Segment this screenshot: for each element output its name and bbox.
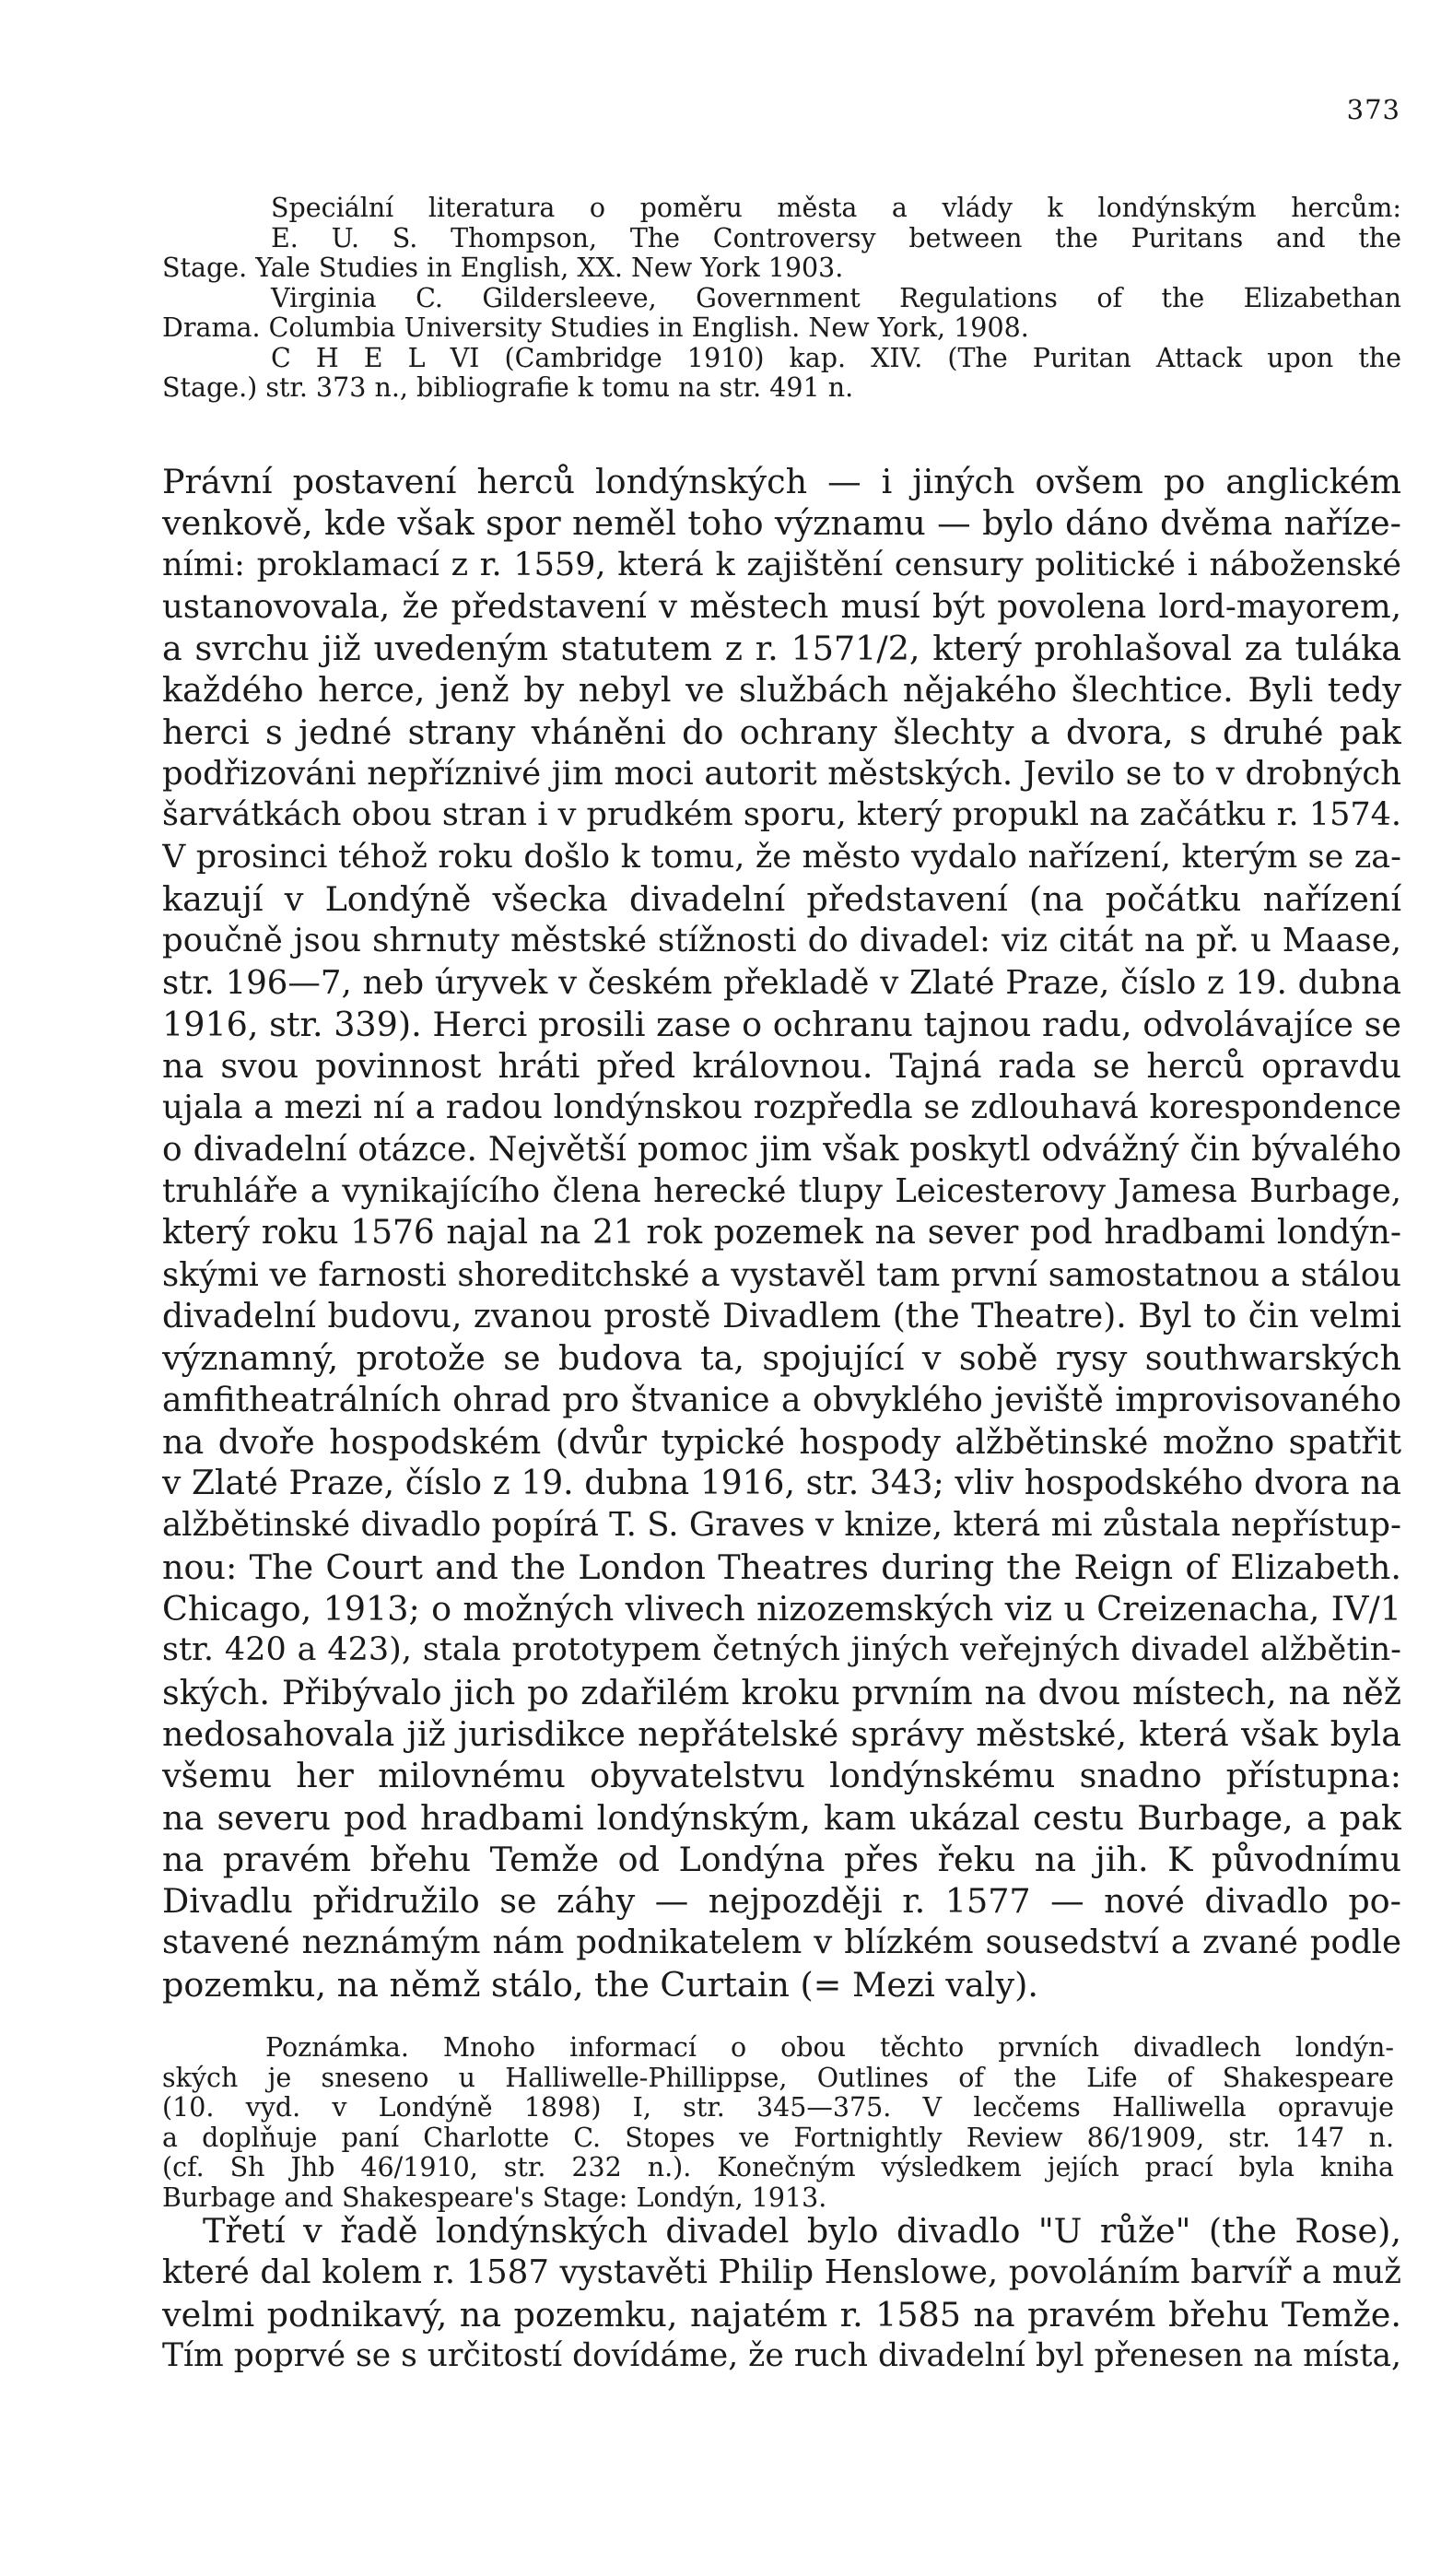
paragraph-line: amfitheatrálních ohrad pro štvanice a obvyklého jeviště improvisovaného xyxy=(162,1381,1401,1419)
paragraph-line: které dal kolem r. 1587 vystavěti Philip Henslowe, povoláním barvíř a muž xyxy=(162,2253,1401,2292)
paragraph-line: poučně jsou shrnuty městské stížnosti do divadel: viz citát na př. u Maase, xyxy=(162,922,1401,960)
paragraph-line: V prosinci téhož roku došlo k tomu, že město vydalo nařízení, kterým se za- xyxy=(162,838,1401,876)
note-line: a doplňuje paní Charlotte C. Stopes ve Fortnightly Review 86/1909, str. 147 n. xyxy=(162,2123,1394,2153)
bibliography-line: Speciální literatura o poměru města a vlády k londýnským hercům: xyxy=(271,194,1401,223)
paragraph-line: ustanovovala, že představení v městech musí být povolena lord-mayorem, xyxy=(162,587,1401,626)
paragraph-line: Divadlu přidružilo se záhy — nejpozději r. 1577 — nové divadlo po- xyxy=(162,1881,1401,1922)
paragraph-line: Právní postavení herců londýnských — i jiných ovšem po anglickém xyxy=(162,462,1401,501)
paragraph-line: na svou povinnost hráti před královnou. Tajná rada se herců opravdu xyxy=(162,1046,1401,1087)
paragraph-line: ními: proklamací z r. 1559, která k zajištění censury politické i náboženské xyxy=(162,546,1401,583)
paragraph-line: herci s jedné strany vháněni do ochrany šlechty a dvora, s druhé pak xyxy=(162,712,1401,752)
page-number: 373 xyxy=(1346,94,1400,125)
main-paragraph xyxy=(162,461,1401,2006)
paragraph-line: každého herce, jenž by nebyl ve službách nějakého šlechtice. Byli tedy xyxy=(162,670,1401,711)
paragraph-line: Chicago, 1913; o možných vlivech nizozemských viz u Creizenacha, IV/1 xyxy=(162,1589,1401,1629)
bibliography-block xyxy=(162,194,1401,404)
paragraph-line: str. 420 a 423), stala prototypem četných jiných veřejných divadel alžbětin- xyxy=(162,1631,1401,1669)
paragraph-line: pozemku, na němž stálo, the Curtain (= Mezi valy). xyxy=(162,1964,1038,2005)
paragraph-line: str. 196—7, neb úryvek v českém překladě v Zlaté Praze, číslo z 19. dubna xyxy=(162,963,1401,1002)
bibliography-line: Stage. Yale Studies in English, XX. New York 1903. xyxy=(162,253,844,283)
paragraph-line: o divadelní otázce. Největší pomoc jim však poskytl odvážný čin bývalého xyxy=(162,1130,1401,1169)
paragraph-line: Třetí v řadě londýnských divadel bylo divadlo "U růže" (the Rose), xyxy=(203,2211,1401,2251)
note-line: (10. vyd. v Londýně 1898) I, str. 345—375. V lecčems Halliwella opravuje xyxy=(162,2093,1394,2123)
paragraph-line: který roku 1576 najal na 21 rok pozemek na sever pod hradbami londýn- xyxy=(162,1214,1401,1253)
paragraph-line: Tím poprvé se s určitostí dovídáme, že ruch divadelní byl přenesen na místa, xyxy=(162,2336,1401,2374)
paragraph-line: skými ve farnosti shoreditchské a vystavěl tam první samostatnou a stálou xyxy=(162,1255,1401,1294)
paragraph-line: 1916, str. 339). Herci prosili zase o ochranu tajnou radu, odvolávajíce se xyxy=(162,1004,1401,1044)
note-line: Poznámka. Mnoho informací o obou těchto prvních divadlech londýn- xyxy=(265,2033,1394,2063)
paragraph-line: ských. Přibývalo jich po zdařilém kroku prvním na dvou místech, na něž xyxy=(162,1672,1401,1712)
note-line: Burbage and Shakespeare's Stage: Londýn, 1913. xyxy=(162,2182,827,2213)
paragraph-line: všemu her milovnému obyvatelstvu londýnskému snadno přístupna: xyxy=(162,1756,1401,1796)
bibliography-line: C H E L VI (Cambridge 1910) kap. XIV. (The Puritan Attack upon the xyxy=(271,343,1401,373)
paragraph-line: stavené neznámým nám podnikatelem v blízkém sousedství a zvané podle xyxy=(162,1923,1401,1962)
paragraph-line: v Zlaté Praze, číslo z 19. dubna 1916, str. 343; vliv hospodského dvora na xyxy=(162,1464,1401,1503)
note-line: (cf. Sh Jhb 46/1910, str. 232 n.). Konečným výsledkem jejích prací byla kniha xyxy=(162,2153,1394,2182)
final-paragraph xyxy=(162,2210,1401,2377)
paragraph-line: na severu pod hradbami londýnským, kam ukázal cestu Burbage, a pak xyxy=(162,1797,1401,1838)
bibliography-line: Stage.) str. 373 n., bibliografie k tomu na str. 491 n. xyxy=(162,373,854,403)
paragraph-line: divadelní budovu, zvanou prostě Divadlem (the Theatre). Byl to čin velmi xyxy=(162,1297,1401,1335)
bibliography-line: Virginia C. Gildersleeve, Government Regulations of the Elizabethan xyxy=(271,283,1401,313)
paragraph-line: podřizováni nepříznivé jim moci autorit městských. Jevilo se to v drobných xyxy=(162,755,1401,794)
bibliography-line: E. U. S. Thompson, The Controversy between the Puritans and the xyxy=(271,223,1401,253)
paragraph-line: venkově, kde však spor neměl toho významu — bylo dáno dvěma naříze- xyxy=(162,503,1401,544)
paragraph-line: alžbětinské divadlo popírá T. S. Graves v knize, která mi zůstala nepřístup- xyxy=(162,1506,1401,1545)
note-line: ských je sneseno u Halliwelle-Phillippse, Outlines of the Life of Shakespeare xyxy=(162,2063,1394,2093)
paragraph-line: šarvátkách obou stran i v prudkém sporu, který propukl na začátku r. 1574. xyxy=(162,796,1401,834)
paragraph-line: a svrchu již uvedeným statutem z r. 1571/2, který prohlašoval za tuláka xyxy=(162,629,1401,669)
paragraph-line: významný, protože se budova ta, spojující v sobě rysy southwarských xyxy=(162,1338,1401,1379)
paragraph-line: nou: The Court and the London Theatres during the Reign of Elizabeth. xyxy=(162,1547,1401,1587)
paragraph-line: kazují v Londýně všecka divadelní představení (na počátku nařízení xyxy=(162,878,1401,919)
paragraph-line: truhláře a vynikajícího člena herecké tlupy Leicesterovy Jamesa Burbage, xyxy=(162,1172,1401,1211)
note-block xyxy=(162,2033,1394,2213)
paragraph-line: velmi podnikavý, na pozemku, najatém r. 1585 na pravém břehu Temže. xyxy=(162,2294,1401,2335)
paragraph-line: na pravém břehu Temže od Londýna přes řeku na jih. K původnímu xyxy=(162,1839,1401,1879)
paragraph-line: na dvoře hospodském (dvůr typické hospody alžbětinské možno spatřit xyxy=(162,1421,1401,1462)
paragraph-line: nedosahovala již jurisdikce nepřátelské správy městské, která však byla xyxy=(162,1713,1401,1754)
bibliography-line: Drama. Columbia University Studies in English. New York, 1908. xyxy=(162,313,1029,343)
paragraph-line: ujala a mezi ní a radou londýnskou rozpředla se zdlouhavá korespondence xyxy=(162,1088,1401,1127)
